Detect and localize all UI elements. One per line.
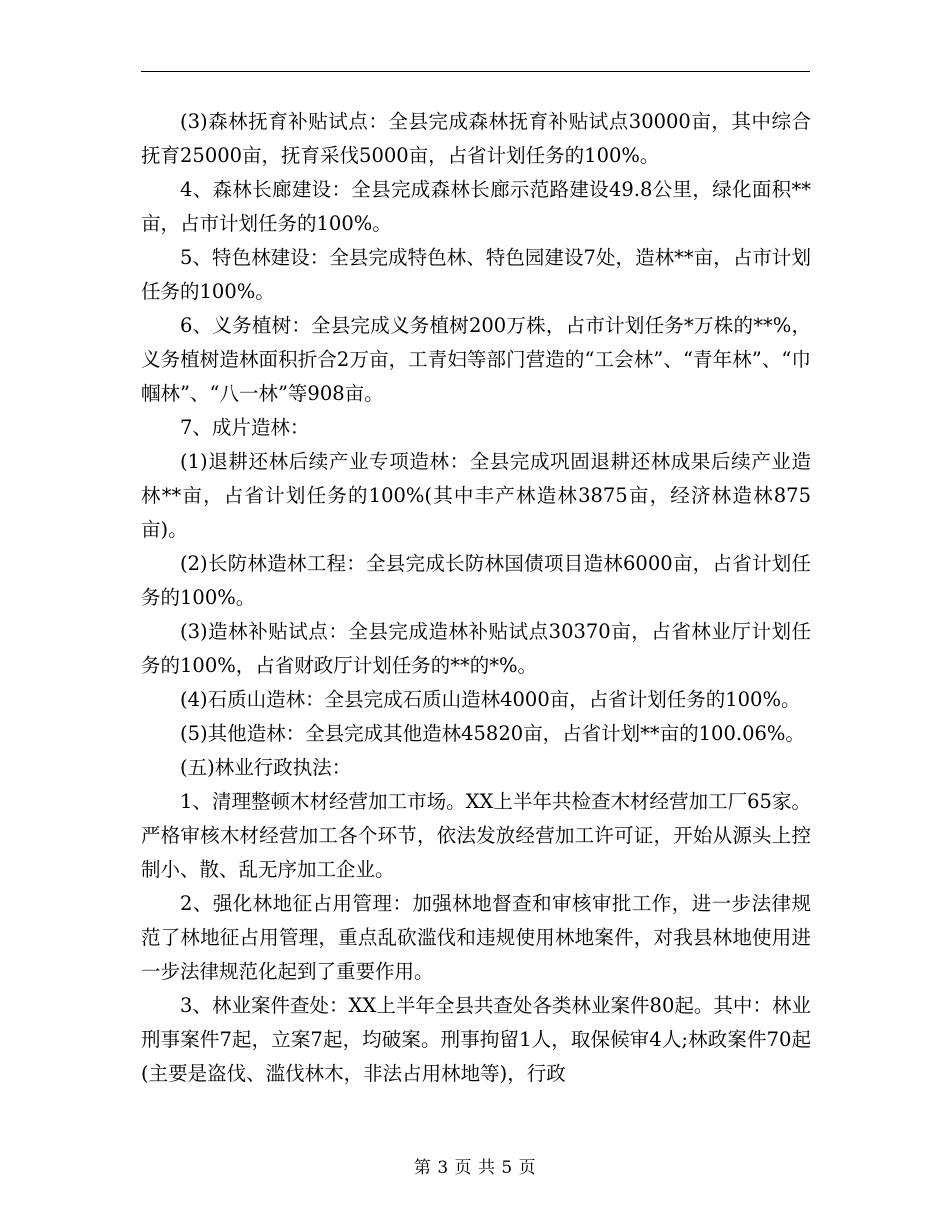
page-number: 第 3 页 共 5 页 bbox=[413, 1158, 537, 1178]
paragraph: (3)造林补贴试点：全县完成造林补贴试点30370亩，占省林业厅计划任务的100%，占省财政厅计划任务的**的*%。 bbox=[141, 620, 811, 677]
paragraph: (2)长防林造林工程：全县完成长防林国债项目造林6000亩，占省计划任务的100%。 bbox=[141, 552, 811, 609]
paragraph: (4)石质山造林：全县完成石质山造林4000亩，占省计划任务的100%。 bbox=[180, 688, 801, 711]
section-heading: (五)林业行政执法： bbox=[180, 756, 352, 779]
paragraph: 1、清理整顿木材经营加工市场。XX上半年共检查木材经营加工厂65家。严格审核木材经营加工各个环节，依法发放经营加工许可证，开始从源头上控制小、散、乱无序加工企业。 bbox=[141, 790, 811, 881]
header-rule bbox=[141, 71, 810, 72]
paragraph: 6、义务植树：全县完成义务植树200万株，占市计划任务*万株的**%，义务植树造林面积折合2万亩，工青妇等部门营造的“工会林”、“青年林”、“巾帼林”、“八一林”等908亩。 bbox=[141, 314, 811, 405]
paragraph: (3)森林抚育补贴试点：全县完成森林抚育补贴试点30000亩，其中综合抚育25000亩，抚育采伐5000亩，占省计划任务的100%。 bbox=[141, 110, 811, 167]
paragraph: 4、森林长廊建设：全县完成森林长廊示范路建设49.8公里，绿化面积**亩，占市计划任务的100%。 bbox=[141, 178, 811, 235]
paragraph: 7、成片造林： bbox=[180, 416, 310, 439]
paragraph: 2、强化林地征占用管理：加强林地督查和审核审批工作，进一步法律规范了林地征占用管理，重点乱砍滥伐和违规使用林地案件，对我县林地使用进一步法律规范化起到了重要作用。 bbox=[141, 892, 811, 983]
paragraph: 3、林业案件查处：XX上半年全县共查处各类林业案件80起。其中：林业刑事案件7起，立案7起，均破案。刑事拘留1人，取保候审4人;林政案件70起(主要是盗伐、滥伐林木，非法占用林地等)，行政 bbox=[141, 994, 811, 1085]
document-body bbox=[141, 105, 811, 1091]
paragraph: 5、特色林建设：全县完成特色林、特色园建设7处，造林**亩，占市计划任务的100%。 bbox=[141, 246, 811, 303]
paragraph: (5)其他造林：全县完成其他造林45820亩，占省计划**亩的100.06%。 bbox=[180, 722, 805, 745]
paragraph: (1)退耕还林后续产业专项造林：全县完成巩固退耕还林成果后续产业造林**亩，占省计划任务的100%(其中丰产林造林3875亩，经济林造林875亩)。 bbox=[141, 450, 811, 541]
